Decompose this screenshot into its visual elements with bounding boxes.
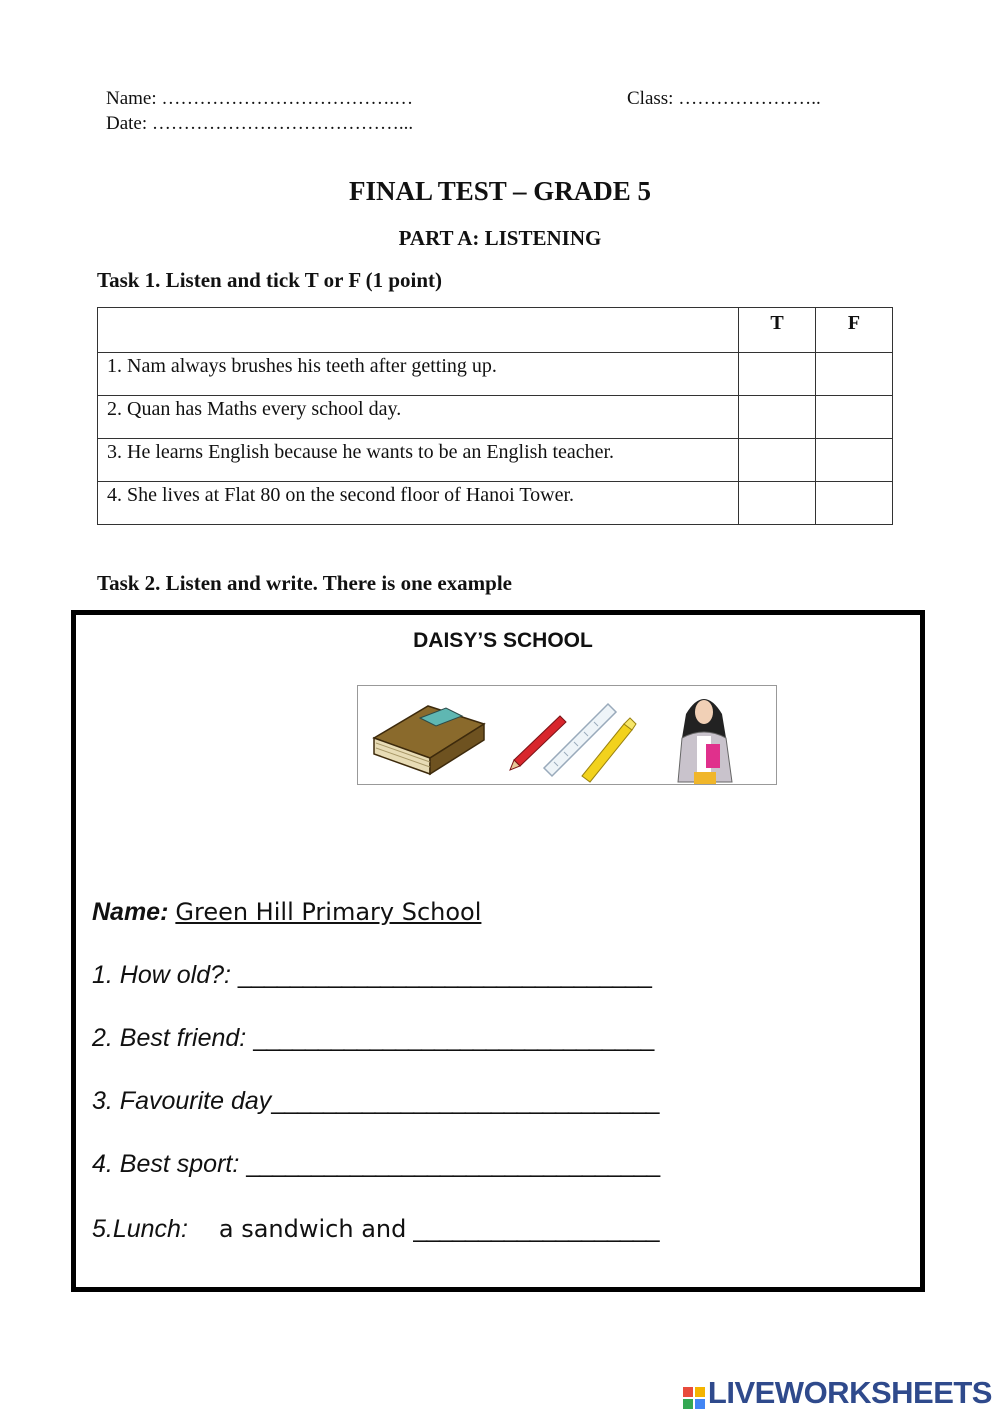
example-answer: Green Hill Primary School (175, 898, 482, 926)
class-field-label: Class: ………………….. (627, 88, 821, 109)
tick-f-3[interactable] (816, 439, 893, 482)
question-2-label: 2. Best friend: (92, 1024, 247, 1052)
statement-4: 4. She lives at Flat 80 on the second floor of Hanoi Tower. (98, 482, 739, 525)
daisy-school-box (71, 610, 925, 1292)
example-label: Name: (92, 898, 169, 926)
logo-text: LIVEWORKSHEETS (707, 1375, 992, 1410)
header-blank-cell (98, 308, 739, 353)
book-icon (374, 706, 484, 774)
date-field-label: Date: …………………………………... (106, 113, 414, 134)
question-5 (92, 1215, 659, 1244)
true-false-table (97, 307, 893, 525)
table-row (98, 396, 893, 439)
girl-icon (678, 699, 732, 784)
tick-f-1[interactable] (816, 353, 893, 396)
question-5-prefix: a sandwich and (218, 1215, 407, 1243)
name-field-label: Name: ……………………………….… (106, 88, 414, 109)
school-items-picture (357, 685, 777, 785)
table-header-row (98, 308, 893, 353)
statement-3: 3. He learns English because he wants to be an English teacher. (98, 439, 739, 482)
question-5-label: 5.Lunch: (92, 1215, 188, 1243)
col-f-header: F (816, 308, 893, 353)
answer-3-blank[interactable]: ______________________________ (271, 1087, 659, 1115)
statement-1: 1. Nam always brushes his teeth after getting up. (98, 353, 739, 396)
ruler-icon (544, 704, 616, 776)
example-line (92, 898, 481, 927)
tick-t-3[interactable] (739, 439, 816, 482)
table-row (98, 439, 893, 482)
answer-1-blank[interactable]: ________________________________ (237, 961, 651, 989)
task1-heading: Task 1. Listen and tick T or F (1 point) (97, 268, 443, 292)
liveworksheets-logo-icon (683, 1381, 705, 1403)
answer-2-blank[interactable]: _______________________________ (253, 1024, 654, 1052)
task2-heading: Task 2. Listen and write. There is one example (97, 571, 512, 595)
question-4 (92, 1150, 659, 1179)
liveworksheets-logo (683, 1375, 992, 1411)
statement-2: 2. Quan has Maths every school day. (98, 396, 739, 439)
answer-5-blank[interactable]: ___________________ (413, 1215, 659, 1243)
question-3 (92, 1087, 658, 1116)
page-title: FINAL TEST – GRADE 5 (348, 176, 652, 206)
box-title: DAISY’S SCHOOL (413, 629, 593, 652)
tick-t-4[interactable] (739, 482, 816, 525)
question-2 (92, 1024, 653, 1053)
tick-t-1[interactable] (739, 353, 816, 396)
question-1 (92, 961, 651, 990)
table-row (98, 482, 893, 525)
answer-4-blank[interactable]: ________________________________ (246, 1150, 660, 1178)
question-1-label: 1. How old?: (92, 961, 231, 989)
question-3-label: 3. Favourite day (92, 1087, 272, 1115)
tick-t-2[interactable] (739, 396, 816, 439)
table-row (98, 353, 893, 396)
tick-f-4[interactable] (816, 482, 893, 525)
tick-f-2[interactable] (816, 396, 893, 439)
part-heading: PART A: LISTENING (398, 226, 602, 250)
question-4-label: 4. Best sport: (92, 1150, 240, 1178)
col-t-header: T (739, 308, 816, 353)
